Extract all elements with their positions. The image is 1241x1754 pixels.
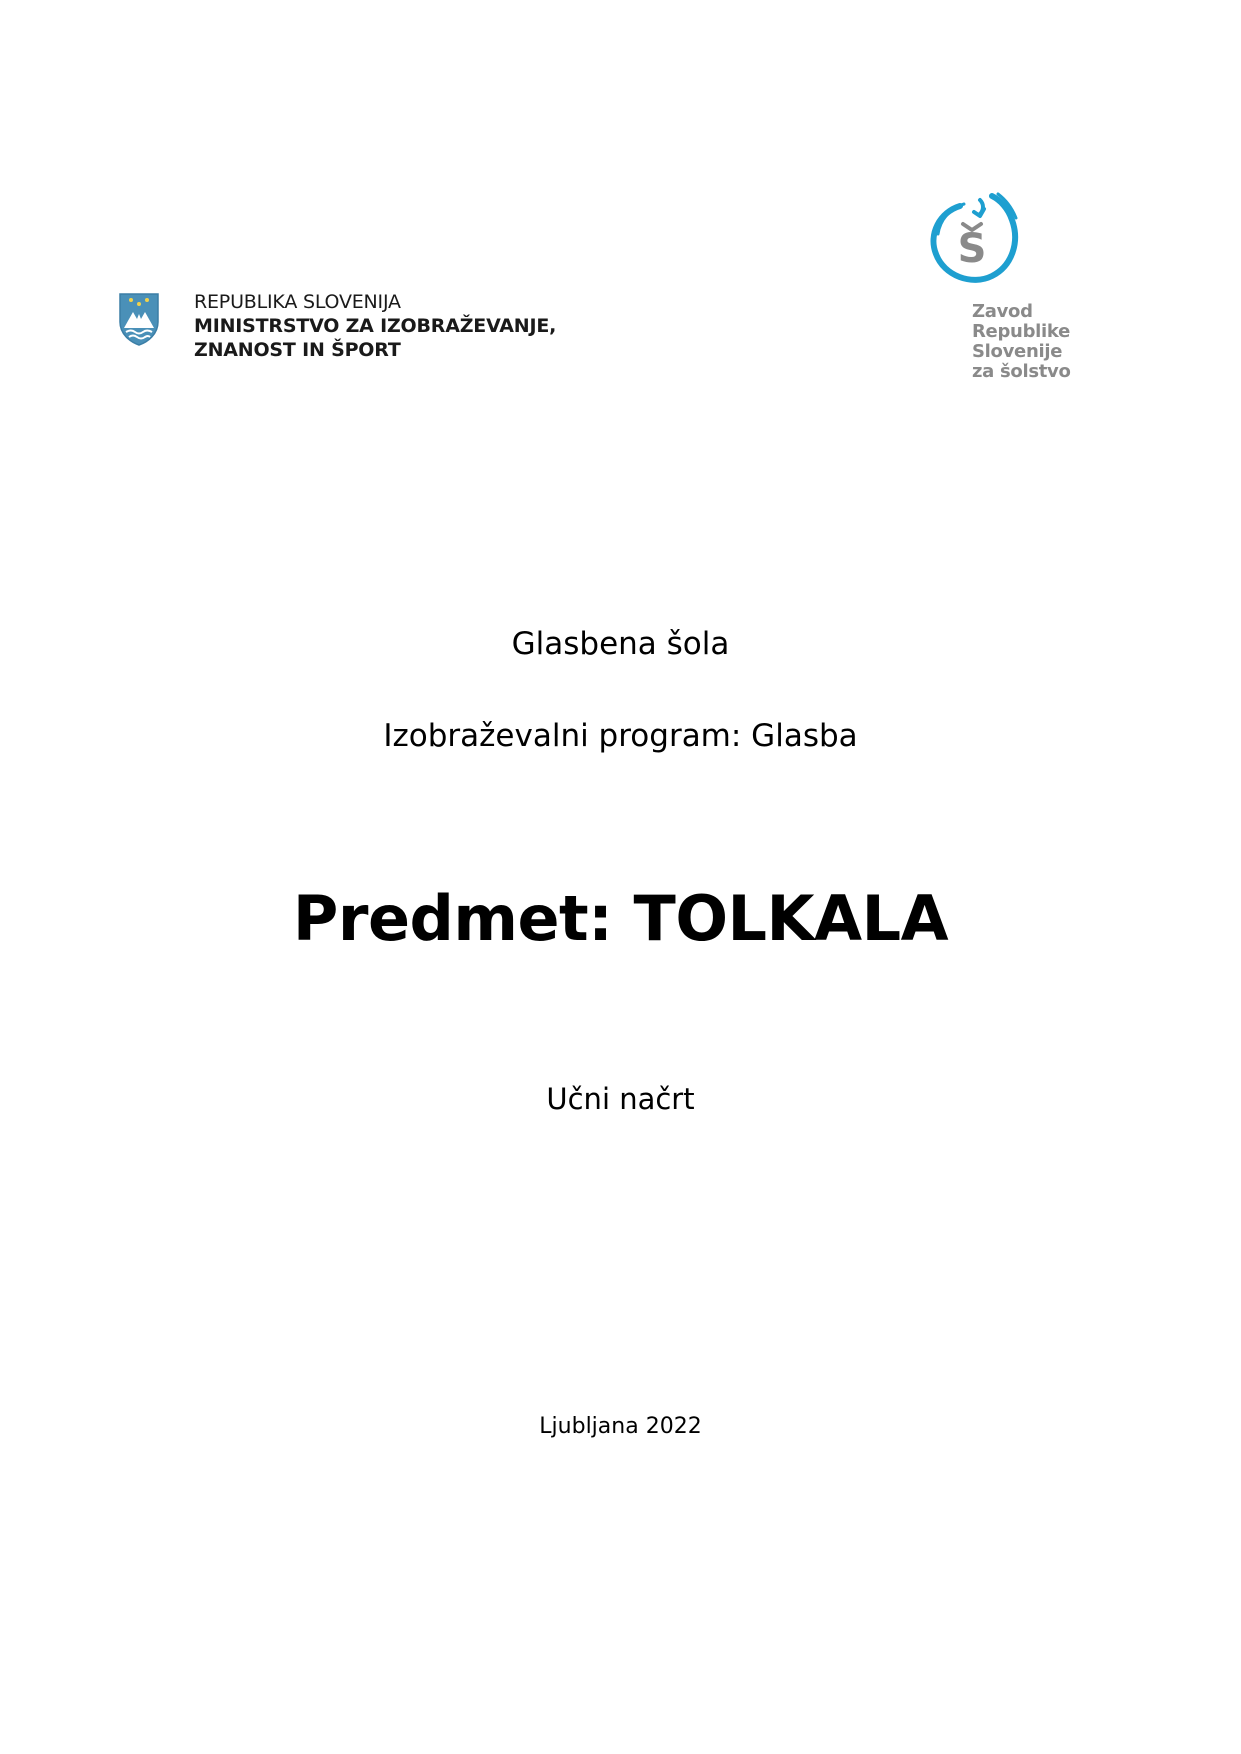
- ministry-logo: [118, 290, 556, 362]
- zrss-line-republike: Republike: [972, 321, 1070, 342]
- ministry-line-republic: REPUBLIKA SLOVENIJA: [194, 291, 401, 313]
- ministry-line-ministry: MINISTRSTVO ZA IZOBRAŽEVANJE,: [194, 315, 557, 337]
- zrss-name: [972, 302, 1071, 382]
- zrss-logo: [920, 190, 1070, 390]
- zrss-swirl-s-icon: [920, 190, 1028, 298]
- svg-text:S: S: [957, 226, 987, 272]
- ministry-name: [194, 290, 556, 362]
- place-and-year: Ljubljana 2022: [539, 1414, 702, 1439]
- subject-title: Predmet: TOLKALA: [292, 882, 949, 955]
- slovenia-coat-of-arms-icon: [118, 292, 160, 346]
- program-name: Izobraževalni program: Glasba: [383, 718, 858, 754]
- ministry-line-fields: ZNANOST IN ŠPORT: [194, 339, 401, 361]
- zrss-line-slovenije: Slovenije: [972, 341, 1063, 362]
- zrss-line-zavod: Zavod: [972, 301, 1033, 322]
- document-type: Učni načrt: [546, 1082, 695, 1116]
- school-name: Glasbena šola: [511, 626, 730, 662]
- zrss-line-solstvo: za šolstvo: [972, 361, 1071, 382]
